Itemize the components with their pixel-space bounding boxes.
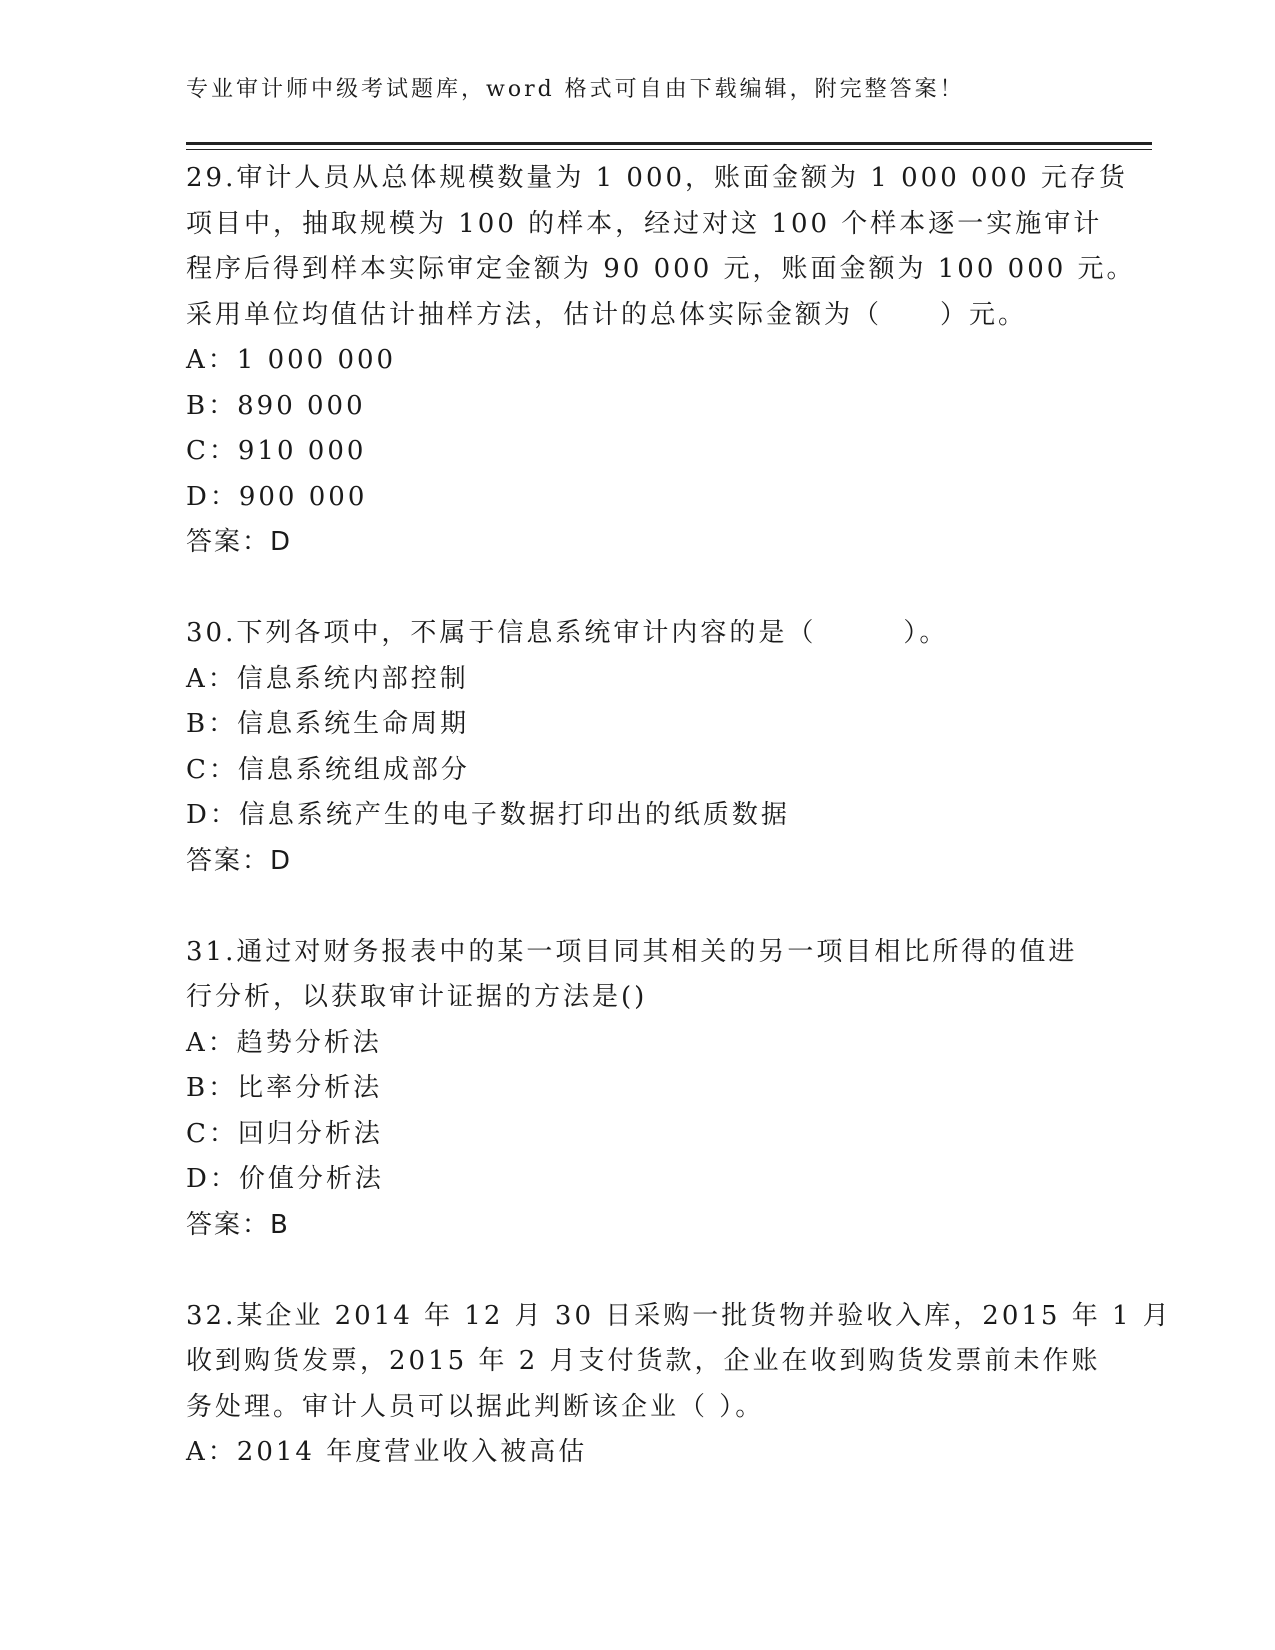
- option-d: D：价值分析法: [186, 1164, 384, 1194]
- question-stem-line: 32.某企业 2014 年 12 月 30 日采购一批货物并验收入库，2015 年 1 月: [186, 1300, 1172, 1331]
- option-c: C：回归分析法: [186, 1118, 383, 1149]
- header-rule-thick: [186, 142, 1152, 145]
- option-d: D：900 000: [186, 481, 368, 512]
- option-b: B：信息系统生命周期: [186, 709, 470, 739]
- question-stem-line: 项目中，抽取规模为 100 的样本，经过对这 100 个样本逐一实施审计: [186, 208, 1103, 239]
- answer: 答案：D: [186, 845, 293, 876]
- option-a: A：1 000 000: [186, 345, 397, 375]
- question-stem-line: 收到购货发票，2015 年 2 月支付货款，企业在收到购货发票前未作账: [186, 1346, 1101, 1376]
- spacer: [186, 884, 1086, 930]
- spacer: [186, 1248, 1086, 1294]
- option-a: A：趋势分析法: [186, 1027, 382, 1058]
- option-a: A：2014 年度营业收入被高估: [186, 1437, 588, 1467]
- answer: 答案：B: [186, 1209, 290, 1240]
- question-stem-line: 行分析，以获取审计证据的方法是(): [186, 982, 648, 1012]
- option-b: B：890 000: [186, 390, 366, 421]
- question-31: [186, 930, 1086, 1249]
- page-header: 专业审计师中级考试题库，word 格式可自由下载编辑，附完整答案！: [186, 77, 965, 102]
- option-c: C：信息系统组成部分: [186, 754, 470, 785]
- spacer: [186, 566, 1086, 612]
- question-stem-line: 采用单位均值估计抽样方法，估计的总体实际金额为（ ）元。: [186, 299, 1028, 330]
- option-a: A：信息系统内部控制: [186, 663, 469, 694]
- question-30: [186, 611, 1086, 884]
- option-b: B：比率分析法: [186, 1073, 383, 1103]
- question-29: [186, 156, 1136, 566]
- question-stem-line: 30.下列各项中，不属于信息系统审计内容的是（ ）。: [186, 618, 949, 648]
- header-rule-thin: [186, 149, 1152, 150]
- question-stem-line: 务处理。审计人员可以据此判断该企业（ ）。: [186, 1391, 765, 1422]
- answer: 答案：D: [186, 527, 293, 557]
- question-list: [186, 156, 1172, 1476]
- option-d: D：信息系统产生的电子数据打印出的纸质数据: [186, 800, 790, 830]
- question-stem-line: 29.审计人员从总体规模数量为 1 000，账面金额为 1 000 000 元存货: [186, 163, 1128, 193]
- option-c: C：910 000: [186, 436, 367, 466]
- question-stem-line: 31.通过对财务报表中的某一项目同其相关的另一项目相比所得的值进: [186, 936, 1078, 967]
- question-32: [186, 1294, 1172, 1476]
- question-stem-line: 程序后得到样本实际审定金额为 90 000 元，账面金额为 100 000 元。: [186, 254, 1136, 284]
